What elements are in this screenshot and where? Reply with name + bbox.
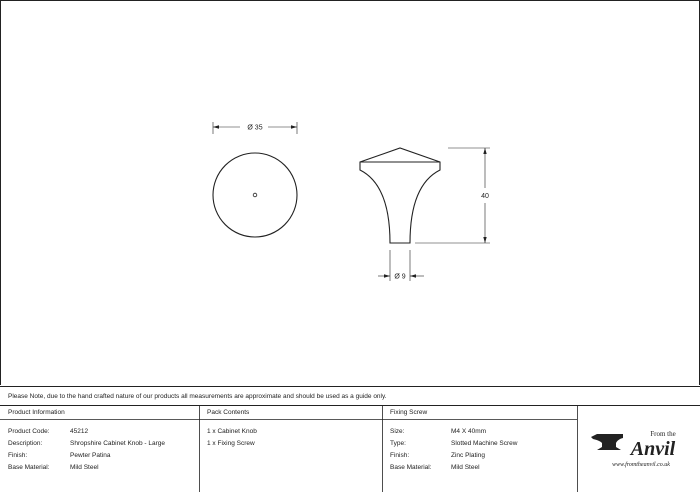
anvil-logo-graphic	[583, 420, 695, 470]
screw-type-label: Type:	[390, 440, 406, 447]
finish-value: Pewter Patina	[70, 452, 111, 459]
description-value: Shropshire Cabinet Knob - Large	[70, 440, 166, 447]
product-info-heading: Product Information	[8, 409, 65, 416]
screw-material-value: Mild Steel	[451, 464, 480, 471]
description-label: Description:	[8, 440, 43, 447]
pack-contents-heading: Pack Contents	[207, 409, 250, 416]
logo-brand: Anvil	[630, 438, 676, 460]
product-code-label: Product Code:	[8, 428, 50, 435]
height-label: 40	[481, 193, 489, 200]
base-material-value: Mild Steel	[70, 464, 99, 471]
measurement-note: Please Note, due to the hand crafted nature of our products all measurements are approximate and should be used as a guide only.	[8, 393, 387, 400]
height-arrow-bottom	[483, 237, 486, 243]
logo-url: www.fromtheanvil.co.uk	[612, 462, 670, 468]
screw-size-value: M4 X 40mm	[451, 428, 487, 435]
finish-label: Finish:	[8, 452, 28, 459]
screw-hole	[253, 193, 257, 197]
anvil-icon	[591, 434, 623, 450]
screw-finish-value: Zinc Plating	[451, 452, 485, 459]
knob-top-view	[213, 153, 297, 237]
product-code-value: 45212	[70, 428, 89, 435]
screw-type-value: Slotted Machine Screw	[451, 440, 518, 447]
stem-arrow-right	[410, 274, 416, 277]
screw-size-label: Size:	[390, 428, 405, 435]
from-the-anvil-logo	[583, 420, 695, 470]
pack-item: 1 x Cabinet Knob	[207, 428, 257, 435]
screw-finish-label: Finish:	[390, 452, 410, 459]
sheet-border	[1, 1, 700, 386]
diameter-arrow-left	[213, 125, 219, 128]
base-material-label: Base Material:	[8, 464, 50, 471]
diameter-arrow-right	[291, 125, 297, 128]
stem-diameter-label: Ø 9	[394, 273, 406, 281]
diameter-label: Ø 35	[247, 124, 263, 132]
stem-arrow-left	[384, 274, 390, 277]
height-arrow-top	[483, 148, 486, 154]
fixing-screw-heading: Fixing Screw	[390, 409, 428, 416]
screw-material-label: Base Material:	[390, 464, 432, 471]
pack-item: 1 x Fixing Screw	[207, 440, 255, 447]
logo-from-the: From the	[650, 430, 676, 438]
